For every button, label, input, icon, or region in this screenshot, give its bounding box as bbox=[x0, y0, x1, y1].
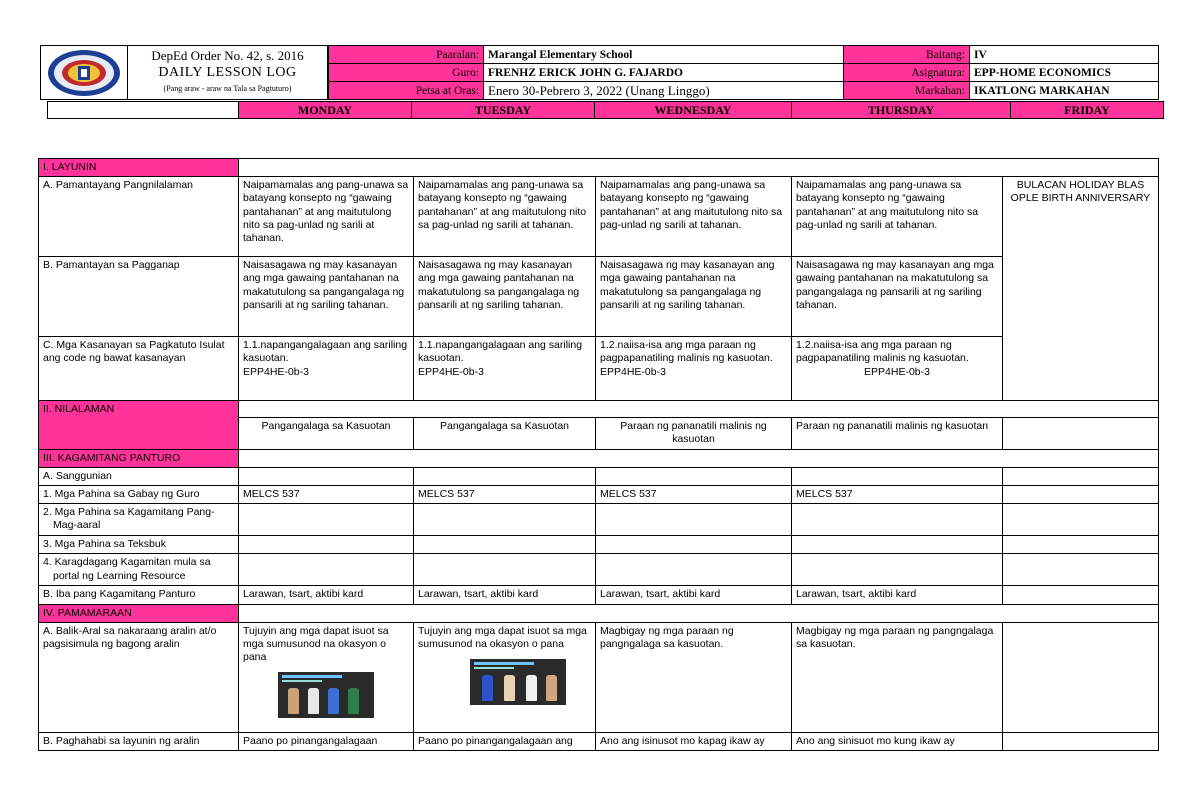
asignatura-label: Asignatura: bbox=[844, 64, 970, 82]
deped-order-title: DepEd Order No. 42, s. 2016 bbox=[151, 48, 304, 63]
section-nilalaman-blank bbox=[239, 401, 1159, 418]
cell-empty bbox=[1003, 536, 1159, 554]
day-header-blank bbox=[48, 102, 239, 119]
row-label-iba-pang: B. Iba pang Kagamitang Panturo bbox=[39, 586, 239, 604]
table-row bbox=[39, 554, 1159, 586]
cell-gabay-mon: MELCS 537 bbox=[239, 486, 414, 504]
section-pamamaraan-blank bbox=[239, 604, 1159, 622]
day-monday: MONDAY bbox=[239, 102, 412, 119]
cell-paghahabi-tue: Paano po pinangangalagaan ang bbox=[414, 732, 596, 750]
cell-nilalaman-mon: Pangangalaga sa Kasuotan bbox=[239, 418, 414, 449]
cell-pangnilalaman-tue: Naipamamalas ang pang-unawa sa batayang konsepto ng “gawaing pantahanan” at ang maitutulong nito sa pag-unlad ng sarili at tahanan. bbox=[414, 177, 596, 257]
cell-empty bbox=[596, 554, 792, 586]
petsa-value: Enero 30-Pebrero 3, 2022 (Unang Linggo) bbox=[484, 82, 845, 100]
cell-paghahabi-mon: Paano po pinangangalagaan bbox=[239, 732, 414, 750]
day-friday: FRIDAY bbox=[1011, 102, 1164, 119]
cell-balik-aral-tue bbox=[414, 622, 596, 732]
table-row bbox=[39, 401, 1159, 418]
markahan-value: IKATLONG MARKAHAN bbox=[970, 82, 1159, 100]
table-row bbox=[39, 504, 1159, 536]
cell-empty bbox=[792, 536, 1003, 554]
cell-empty bbox=[1003, 622, 1159, 732]
cell-empty bbox=[596, 504, 792, 536]
cell-nilalaman-tue: Pangangalaga sa Kasuotan bbox=[414, 418, 596, 449]
cell-pangnilalaman-wed: Naipamamalas ang pang-unawa sa batayang konsepto ng “gawaing pantahanan” at ang maitutulong nito sa pag-unlad ng sarili at tahanan. bbox=[596, 177, 792, 257]
subtitle: (Pang araw - araw na Tala sa Pagtuturo) bbox=[163, 84, 292, 93]
paaralan-label: Paaralan: bbox=[329, 46, 484, 64]
table-row bbox=[39, 536, 1159, 554]
cell-empty bbox=[1003, 467, 1159, 485]
table-row bbox=[39, 337, 1159, 401]
cell-empty bbox=[414, 536, 596, 554]
kasanayan-tue-text: 1.1.napangangalagaan ang sariling kasuotan. bbox=[418, 339, 583, 365]
cell-empty bbox=[414, 467, 596, 485]
table-row bbox=[39, 486, 1159, 504]
cell-nilalaman-fri bbox=[1003, 418, 1159, 449]
cell-kasanayan-wed bbox=[596, 337, 792, 401]
deped-logo-box bbox=[40, 45, 128, 100]
markahan-label: Markahan: bbox=[844, 82, 970, 100]
daily-lesson-log-title: DAILY LESSON LOG bbox=[158, 65, 297, 80]
cell-pagganap-tue: Naisasagawa ng may kasanayan ang mga gawaing pantahanan na makatutulong sa pangangalaga ng pansarili at ng sariling tahanan. bbox=[414, 257, 596, 337]
section-nilalaman: II. NILALAMAN bbox=[39, 401, 239, 449]
cell-balik-aral-wed: Magbigay ng mga paraan ng pangngalaga sa kasuotan. bbox=[596, 622, 792, 732]
section-layunin: I. LAYUNIN bbox=[39, 159, 239, 177]
row-label-pagganap: B. Pamantayan sa Pagganap bbox=[39, 257, 239, 337]
cell-empty bbox=[596, 467, 792, 485]
cell-empty bbox=[1003, 732, 1159, 750]
kasanayan-thu-code: EPP4HE-0b-3 bbox=[864, 365, 930, 378]
cell-empty bbox=[414, 554, 596, 586]
balik-aral-mon-text: Tujuyin ang mga dapat isuot sa mga sumusunod na okasyon o pana bbox=[243, 624, 389, 664]
cell-empty bbox=[792, 554, 1003, 586]
cell-empty bbox=[1003, 504, 1159, 536]
cell-iba-pang-thu: Larawan, tsart, aktibi kard bbox=[792, 586, 1003, 604]
kasanayan-thu-text: 1.2.naiisa-isa ang mga paraan ng pagpapanatiling malinis ng kasuotan. bbox=[796, 339, 969, 365]
day-thursday: THURSDAY bbox=[792, 102, 1011, 119]
cell-empty bbox=[1003, 486, 1159, 504]
header-info-right bbox=[843, 45, 1159, 100]
row-label-kasanayan: C. Mga Kasanayan sa Pagkatuto Isulat ang code ng bawat kasanayan bbox=[39, 337, 239, 401]
title-box bbox=[127, 45, 328, 100]
petsa-label: Petsa at Oras: bbox=[329, 82, 484, 100]
table-row bbox=[39, 177, 1159, 257]
row-label-gabay: 1. Mga Pahina sa Gabay ng Guro bbox=[39, 486, 239, 504]
asignatura-value: EPP-HOME ECONOMICS bbox=[970, 64, 1159, 82]
section-kagamitan: III. KAGAMITANG PANTURO bbox=[39, 449, 239, 467]
table-row bbox=[39, 467, 1159, 485]
row-label-paghahabi: B. Paghahabi sa layunin ng aralin bbox=[39, 732, 239, 750]
paaralan-value: Marangal Elementary School bbox=[484, 46, 845, 64]
cell-paghahabi-wed: Ano ang isinusot mo kapag ikaw ay bbox=[596, 732, 792, 750]
cell-friday-holiday: BULACAN HOLIDAY BLAS OPLE BIRTH ANNIVERSARY bbox=[1003, 177, 1159, 401]
cell-gabay-wed: MELCS 537 bbox=[596, 486, 792, 504]
table-row bbox=[39, 159, 1159, 177]
table-row bbox=[39, 604, 1159, 622]
section-kagamitan-blank bbox=[239, 449, 1159, 467]
clothing-picture-tue bbox=[470, 659, 566, 705]
cell-pagganap-thu: Naisasagawa ng may kasanayan ang mga gawaing pantahanan na makatutulong sa pangangalaga ng pansarili at ng sariling tahanan. bbox=[792, 257, 1003, 337]
cell-iba-pang-mon: Larawan, tsart, aktibi kard bbox=[239, 586, 414, 604]
table-row bbox=[39, 622, 1159, 732]
cell-nilalaman-wed: Paraan ng pananatili malinis ng kasuotan bbox=[596, 418, 792, 449]
clothing-picture-mon bbox=[278, 672, 374, 718]
cell-iba-pang-tue: Larawan, tsart, aktibi kard bbox=[414, 586, 596, 604]
cell-empty bbox=[414, 504, 596, 536]
cell-empty bbox=[239, 554, 414, 586]
cell-empty bbox=[239, 536, 414, 554]
row-label-karagdagang: 4. Karagdagang Kagamitan mula sa portal ng Learning Resource bbox=[39, 554, 239, 586]
cell-kasanayan-mon bbox=[239, 337, 414, 401]
day-wednesday: WEDNESDAY bbox=[595, 102, 792, 119]
kasanayan-wed-code: EPP4HE-0b-3 bbox=[600, 365, 666, 378]
lesson-log-table bbox=[38, 158, 1159, 751]
table-row bbox=[39, 586, 1159, 604]
cell-pangnilalaman-mon: Naipamamalas ang pang-unawa sa batayang konsepto ng “gawaing pantahanan” at ang maitutulong nito sa pag-unlad ng sarili at tahanan. bbox=[239, 177, 414, 257]
cell-kasanayan-thu bbox=[792, 337, 1003, 401]
cell-kasanayan-tue bbox=[414, 337, 596, 401]
kasanayan-mon-text: 1.1.napangangalagaan ang sariling kasuotan. bbox=[243, 339, 408, 365]
section-layunin-blank bbox=[239, 159, 1159, 177]
cell-empty bbox=[239, 467, 414, 485]
cell-balik-aral-thu: Magbigay ng mga paraan ng pangngalaga sa kasuotan. bbox=[792, 622, 1003, 732]
day-tuesday: TUESDAY bbox=[412, 102, 595, 119]
cell-empty bbox=[792, 504, 1003, 536]
cell-pangnilalaman-thu: Naipamamalas ang pang-unawa sa batayang konsepto ng “gawaing pantahanan” at ang maitutulong nito sa pag-unlad ng sarili at tahanan. bbox=[792, 177, 1003, 257]
cell-gabay-tue: MELCS 537 bbox=[414, 486, 596, 504]
deped-seal-icon bbox=[41, 46, 127, 99]
table-row bbox=[39, 732, 1159, 750]
cell-iba-pang-wed: Larawan, tsart, aktibi kard bbox=[596, 586, 792, 604]
section-pamamaraan: IV. PAMAMARAAN bbox=[39, 604, 239, 622]
row-label-sanggunian: A. Sanggunian bbox=[39, 467, 239, 485]
cell-gabay-thu: MELCS 537 bbox=[792, 486, 1003, 504]
balik-aral-tue-text: Tujuyin ang mga dapat isuot sa mga sumusunod na okasyon o pana bbox=[418, 624, 587, 651]
weekday-header bbox=[47, 101, 1164, 119]
guro-label: Guro: bbox=[329, 64, 484, 82]
row-label-balik-aral: A. Balik-Aral sa nakaraang aralin at/o pagsisimula ng bagong aralin bbox=[39, 622, 239, 732]
baitang-label: Baitang: bbox=[844, 46, 970, 64]
row-label-kagamitang-pang: 2. Mga Pahina sa Kagamitang Pang-Mag-aaral bbox=[39, 504, 239, 536]
cell-empty bbox=[792, 467, 1003, 485]
cell-pagganap-mon: Naisasagawa ng may kasanayan ang mga gawaing pantahanan na makatutulong sa pangangalaga ng pansarili at ng sariling tahanan. bbox=[239, 257, 414, 337]
kasanayan-wed-text: 1.2.naiisa-isa ang mga paraan ng pagpapanatiling malinis ng kasuotan. bbox=[600, 339, 773, 365]
kasanayan-tue-code: EPP4HE-0b-3 bbox=[418, 365, 484, 378]
cell-nilalaman-thu: Paraan ng pananatili malinis ng kasuotan bbox=[792, 418, 1003, 449]
table-row bbox=[39, 449, 1159, 467]
cell-empty bbox=[1003, 554, 1159, 586]
cell-paghahabi-thu: Ano ang sinisuot mo kung ikaw ay bbox=[792, 732, 1003, 750]
cell-balik-aral-mon bbox=[239, 622, 414, 732]
baitang-value: IV bbox=[970, 46, 1159, 64]
cell-empty bbox=[596, 536, 792, 554]
cell-empty bbox=[1003, 586, 1159, 604]
cell-empty bbox=[239, 504, 414, 536]
kasanayan-mon-code: EPP4HE-0b-3 bbox=[243, 365, 309, 378]
cell-pagganap-wed: Naisasagawa ng may kasanayan ang mga gawaing pantahanan na makatutulong sa pangangalaga ng pansarili at ng sariling tahanan. bbox=[596, 257, 792, 337]
row-label-pangnilalaman: A. Pamantayang Pangnilalaman bbox=[39, 177, 239, 257]
guro-value: FRENHZ ERICK JOHN G. FAJARDO bbox=[484, 64, 845, 82]
row-label-teksbuk: 3. Mga Pahina sa Teksbuk bbox=[39, 536, 239, 554]
header-info-left bbox=[328, 45, 845, 100]
table-row bbox=[39, 257, 1159, 337]
